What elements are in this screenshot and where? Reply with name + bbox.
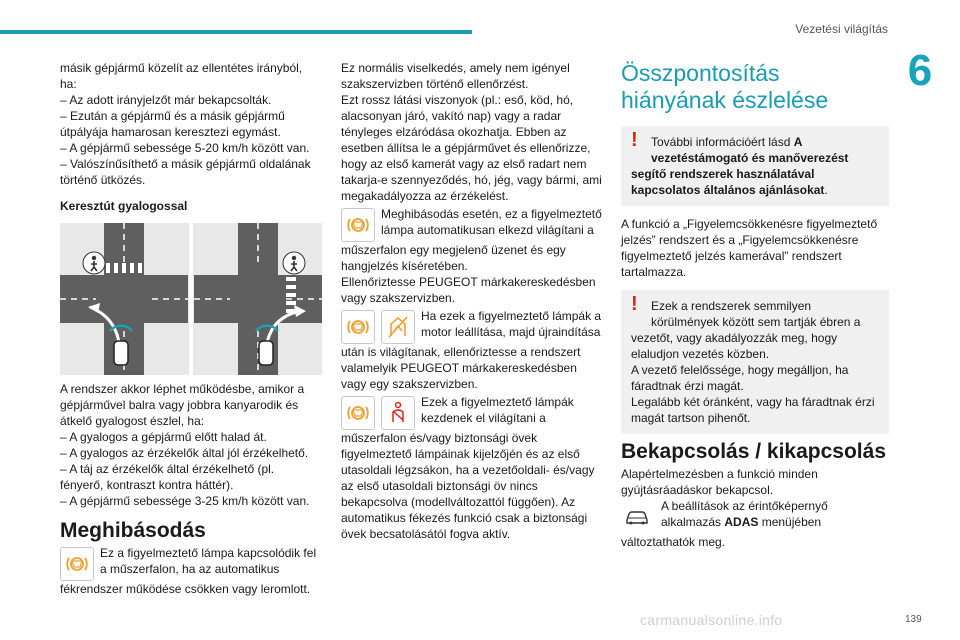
text-line: fényerő, kontraszt kontra háttér).: [60, 478, 234, 492]
subheading-pedestrian: Keresztút gyalogossal: [60, 199, 188, 213]
text-line: – A táj az érzékelők által érzékelhető (pl.: [60, 462, 275, 476]
text-line: útpályája hamarosan keresztezi egymást.: [60, 125, 281, 139]
chapter-number: 6: [907, 46, 933, 95]
text-line: szakszervizben történő ellenőrzést.: [341, 77, 529, 91]
text-line: gépjárművel balra vagy jobbra kanyarodik és: [60, 398, 299, 412]
text-line: alacsonyan járó, vakító nap) vagy a radar: [341, 109, 562, 123]
note-suffix: .: [824, 183, 828, 197]
note-bold: segítő rendszerek használatával: [631, 167, 815, 181]
auto-brake-warning-icon: [341, 208, 375, 242]
text-line: Ellenőriztesse PEUGEOT márkakereskedésben: [341, 275, 596, 289]
fault-paragraph: [60, 545, 322, 597]
note-bold: kapcsolatos általános ajánlásokat: [631, 183, 825, 197]
text-line: történő ütközés.: [60, 173, 146, 187]
text-line: automatikus fékezés funkció csak a biztonsági: [341, 511, 588, 525]
column-2: [341, 60, 605, 542]
text-line: másik gépjármű közelít az ellentétes irányból,: [60, 61, 303, 75]
text-line: – Ezután a gépjármű és a másik gépjármű: [60, 109, 285, 123]
text-line: vagy szakszervizben.: [341, 291, 456, 305]
note-line: fáradtnak érzi magát.: [631, 379, 744, 393]
heading-fault: Meghibásodás: [60, 519, 206, 542]
text-line: lámpa automatikusan elkezd világítani a: [381, 223, 594, 237]
default-text: [621, 466, 889, 498]
note-line: körülmények között sem tartják ébren a: [651, 315, 861, 329]
auto-brake-warning-icon: [341, 396, 375, 430]
text-line: – Az adott irányjelzőt már bekapcsolták.: [60, 93, 272, 107]
text-line: Ez normális viselkedés, amely nem igényel: [341, 61, 570, 75]
text-fragment: menüjében: [758, 515, 822, 529]
note-line: [631, 129, 879, 151]
title-line: Összpontosítás: [621, 60, 780, 86]
text-line: övek becsatolásától fogva aktív.: [341, 527, 511, 541]
text-line: tartalmazza.: [621, 265, 687, 279]
text-line: bekapcsolva (modellváltozattól függően). Az: [341, 495, 576, 509]
column-3: [621, 60, 889, 550]
intro-text: [60, 60, 322, 188]
text-line: – A gépjármű sebessége 3-25 km/h között van.: [60, 494, 310, 508]
text-line: takarja-e szennyeződés, hó, jég, vagy bármi, ami: [341, 173, 602, 187]
text-line: Ezt rossz látási viszonyok (pl.: eső, köd, hó,: [341, 93, 574, 107]
text-line: Ezek a figyelmeztető lámpák: [421, 395, 574, 409]
adas-menu-label: ADAS: [724, 515, 759, 529]
text-line: hogy az első kamerát vagy az első radart nem: [341, 157, 587, 171]
note-bold: vezetéstámogató és manőverezést: [651, 151, 849, 165]
heading-on-off: Bekapcsolás / kikapcsolás: [621, 440, 886, 463]
text-line: – Valószínűsíthető a másik gépjármű oldalának: [60, 157, 311, 171]
text-line: – A gépjármű sebessége 5-20 km/h között van.: [60, 141, 310, 155]
text-line: figyelmeztető jelzés kamerával” rendszert: [621, 249, 842, 263]
text-line: után is világítanak, ellenőriztesse a rendszert: [341, 345, 581, 359]
text-line: az első utasoldali biztonsági öv nincs: [341, 479, 538, 493]
text-line: műszerfalon egy megjelenő üzenet és egy: [341, 243, 566, 257]
seatbelt-block: [341, 394, 605, 542]
text-line: jelzés” rendszert és a „Figyelemcsökkenésre: [621, 233, 859, 247]
watermark: carmanualsonline.info: [640, 612, 783, 628]
note-line: [631, 182, 879, 198]
note-line: vezetőt, vagy akadályozzák meg, hogy: [631, 331, 838, 345]
text-line: ha:: [60, 77, 77, 91]
warning-exclamation-icon: !: [631, 129, 638, 151]
text-line: figyelmeztető lámpáinak kijelzőjén és az első: [341, 447, 580, 461]
seatbelt-warning-icon: [381, 396, 415, 430]
page-number: 139: [905, 614, 922, 625]
text-line: a műszerfalon, ha az automatikus: [100, 562, 280, 576]
pedestrian-conditions: [60, 381, 322, 509]
normal-behavior-text: [341, 60, 605, 204]
text-line: hangjelzés kíséretében.: [341, 259, 468, 273]
text-line: utasoldali légzsákon, ha a vezetőoldali- és/vagy: [341, 463, 595, 477]
auto-brake-warning-icon: [341, 310, 375, 344]
text-line: műszerfalon és/vagy biztonsági övek: [341, 431, 538, 445]
pedestrian-crossing-illustration: [60, 223, 322, 375]
note-line: magát tartson pihenőt.: [631, 411, 751, 425]
text-line: A funkció a „Figyelemcsökkenésre figyelmeztető: [621, 217, 878, 231]
text-line: Ez a figyelmeztető lámpa kapcsolódik fel: [100, 546, 317, 560]
text-line: Ha ezek a figyelmeztető lámpák a: [421, 309, 602, 323]
text-line: A beállítások az érintőképernyő: [661, 499, 828, 513]
function-paragraph: [621, 216, 889, 280]
text-line: változtathatók meg.: [621, 535, 726, 549]
note-bold: A: [793, 135, 803, 149]
text-fragment: alkalmazás: [661, 515, 725, 529]
text-line: tényleges elzáródása okozhatja. Ebben az: [341, 125, 567, 139]
collision-warning-icon: [381, 310, 415, 344]
text-line: kezdenek el világítani a: [421, 411, 546, 425]
warning-exclamation-icon: !: [631, 293, 638, 315]
text-line: Alapértelmezésben a funkció minden: [621, 467, 818, 481]
column-1: [60, 60, 322, 597]
warning-note: [621, 290, 889, 434]
text-line: – A gyalogos a gépjármű előtt halad át.: [60, 430, 267, 444]
text-line: – A gyalogos az érzékelők által jól érzékelhető.: [60, 446, 309, 460]
note-line: Ezek a rendszerek semmilyen: [651, 299, 812, 313]
text-line: valamelyik PEUGEOT márkakereskedésben: [341, 361, 577, 375]
note-prefix: További információért lásd: [651, 135, 794, 149]
settings-text: [621, 498, 889, 550]
text-line: Meghibásodás esetén, ez a figyelmeztető: [381, 207, 602, 221]
text-line: vagy egy szakszervizben.: [341, 377, 478, 391]
text-line: megakadályozza az érzékelést.: [341, 189, 509, 203]
note-line: [631, 150, 879, 166]
info-note: [621, 126, 889, 206]
text-line: gyújtásráadáskor bekapcsol.: [621, 483, 774, 497]
note-line: [631, 166, 879, 182]
header-accent-bar: [0, 30, 472, 34]
text-line: esetben állítsa le a gépjárművet és ellenőrizze,: [341, 141, 591, 155]
restart-block: [341, 308, 605, 392]
auto-brake-warning-icon: [60, 547, 94, 581]
car-icon: [621, 500, 655, 534]
malfunction-block: [341, 206, 605, 306]
text-line: A rendszer akkor léphet működésbe, amikor a: [60, 382, 305, 396]
crossing-diagram: [60, 223, 322, 375]
note-line: Legalább két óránként, vagy ha fáradtnak érzi: [631, 395, 875, 409]
text-line: fékrendszer működése csökken vagy leromlott.: [60, 582, 311, 596]
text-line: átkelő gyalogost észlel, ha:: [60, 414, 205, 428]
section-title: Vezetési világítás: [795, 22, 888, 36]
section-heading-attention: [621, 60, 889, 114]
title-line: hiányának észlelése: [621, 87, 829, 113]
note-line: elaludjon vezetés közben.: [631, 347, 770, 361]
text-line: [621, 514, 889, 530]
note-line: A vezető felelőssége, hogy megálljon, ha: [631, 363, 849, 377]
text-line: motor leállítása, majd újraindítása: [421, 325, 601, 339]
